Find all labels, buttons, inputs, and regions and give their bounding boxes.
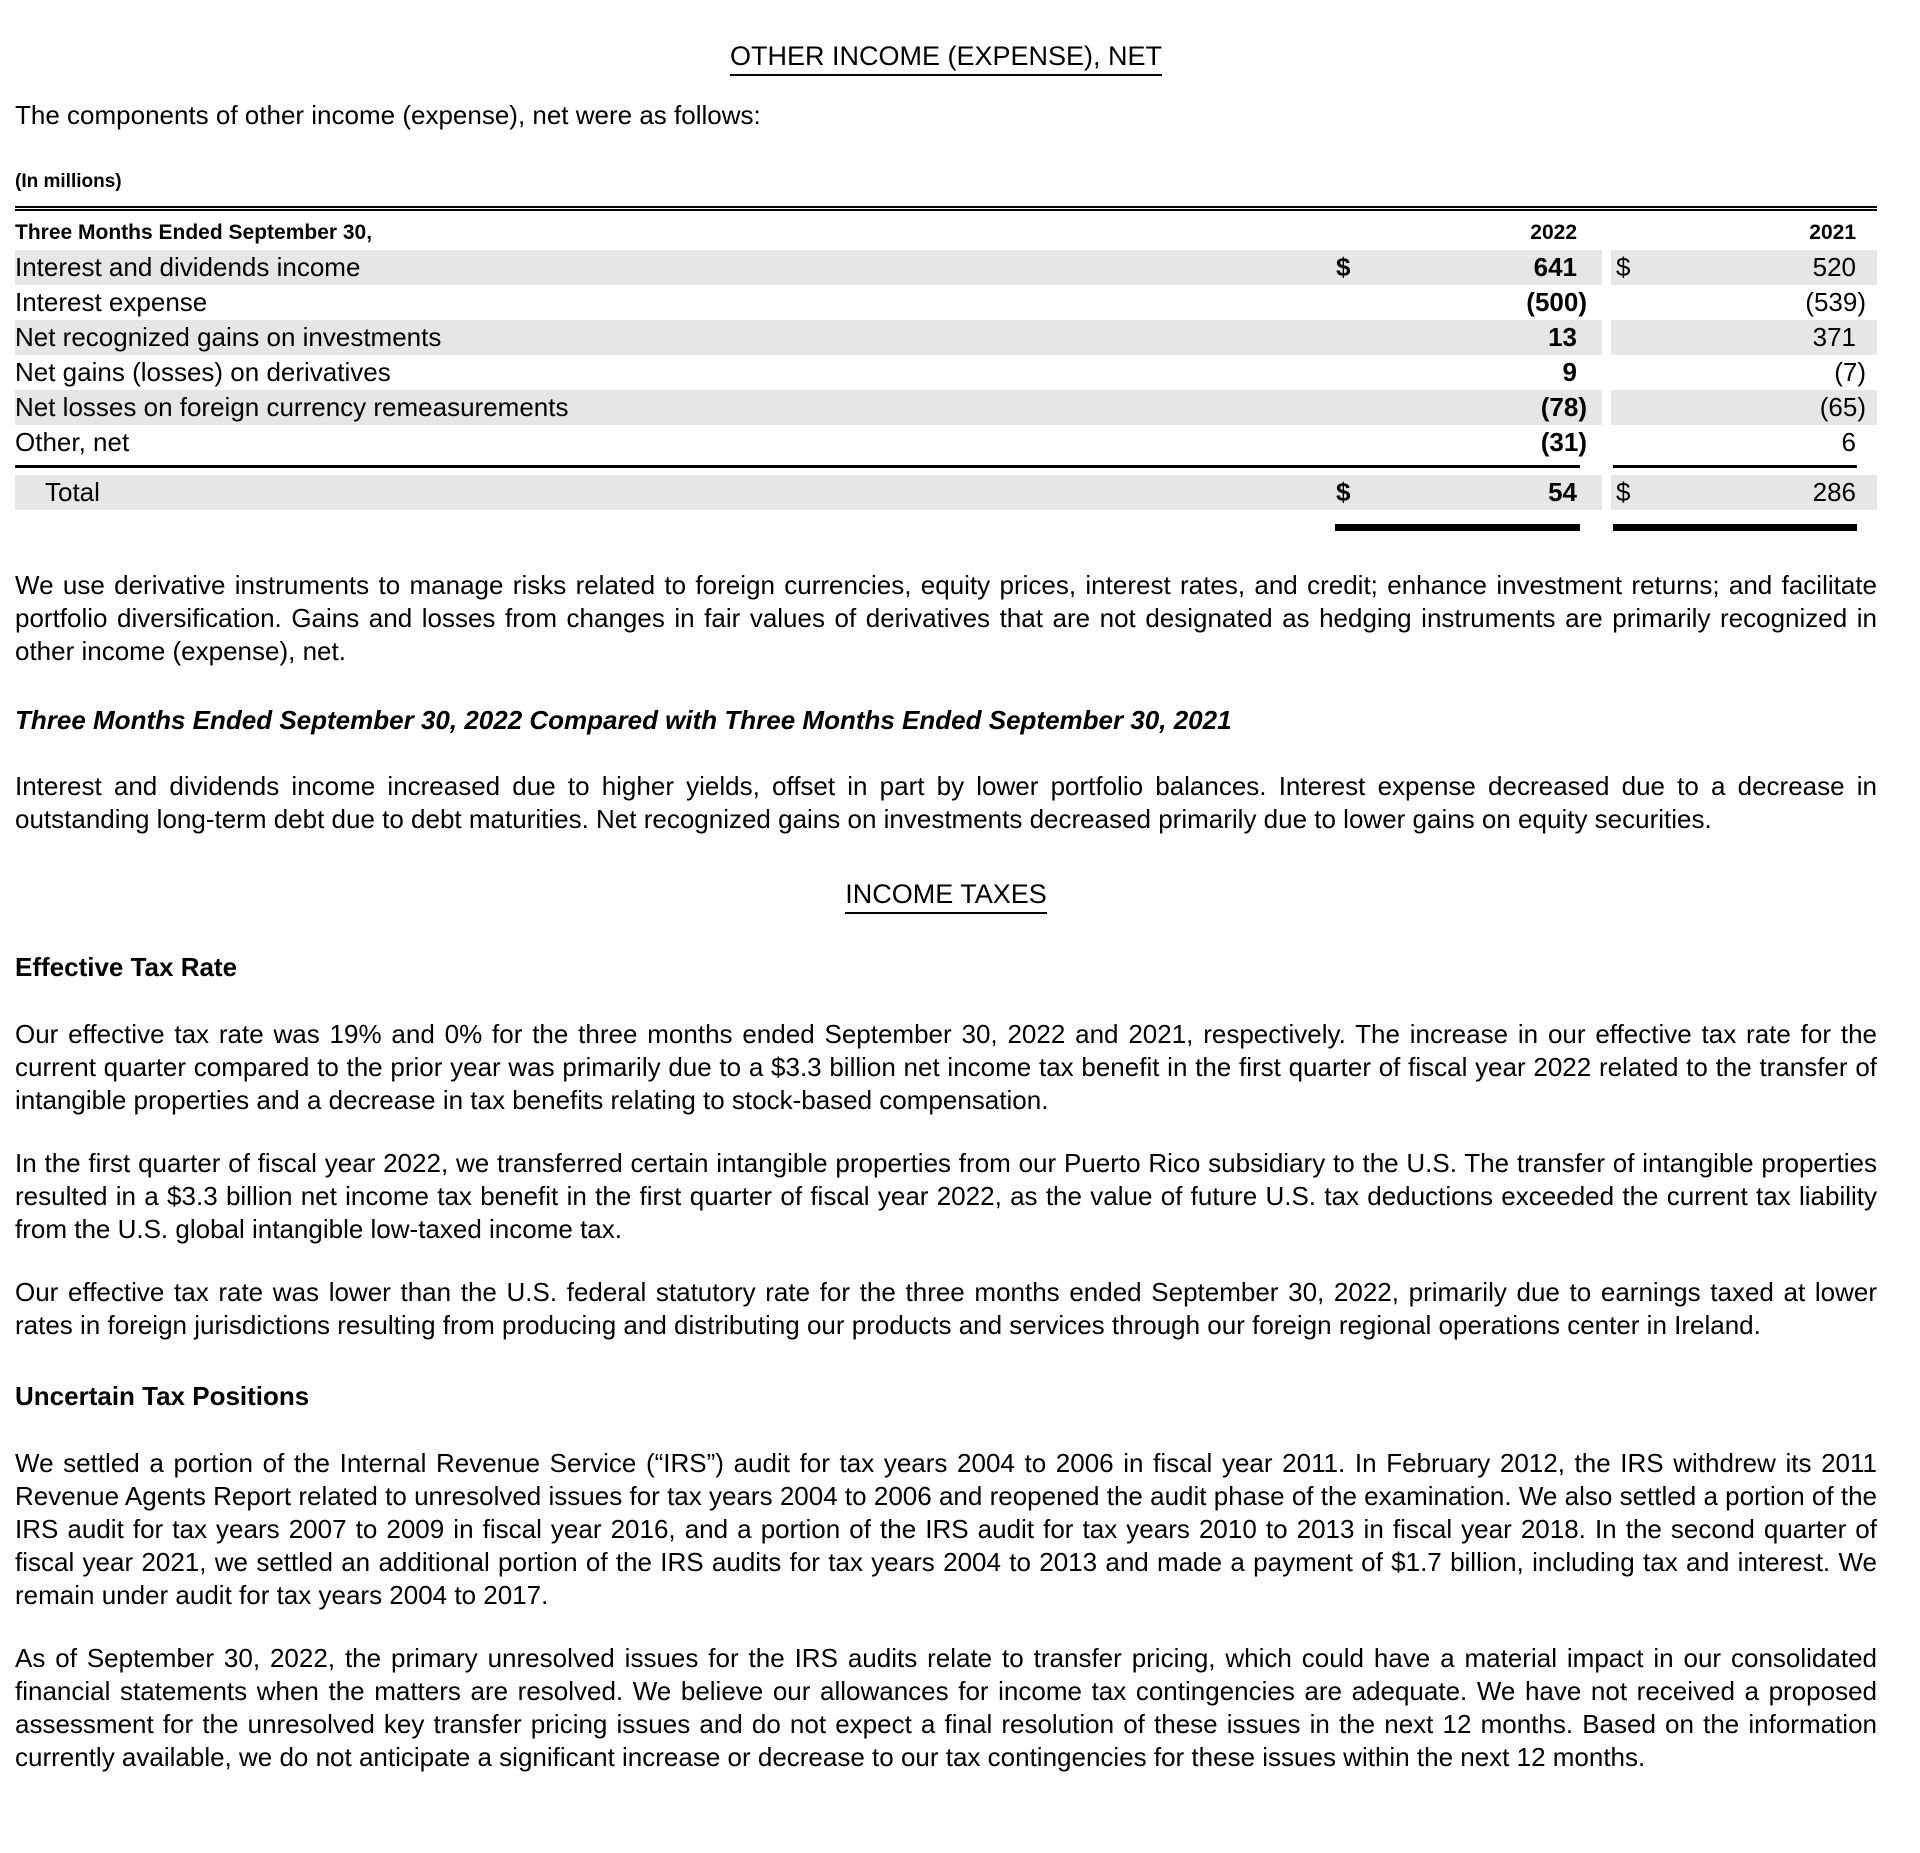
row-dollar-2021	[1611, 390, 1651, 425]
table-row	[15, 320, 1877, 355]
bottom-rule-end-gap	[1857, 524, 1877, 531]
row-value-2022: 13	[1376, 320, 1602, 355]
row-label: Other, net	[15, 427, 130, 457]
row-label: Interest and dividends income	[15, 250, 1336, 285]
row-label: Net gains (losses) on derivatives	[15, 357, 391, 387]
comparison-paragraph: Interest and dividends income increased due to higher yields, offset in part by lower portfolio balances. Interest expense decreased due to a decrease in outstanding long-term debt due to debt maturities. Net recognized gains on investments decreased primarily due to lower gains on equity securities.	[15, 771, 1877, 834]
row-dollar-2021	[1611, 320, 1651, 355]
table-row	[15, 425, 1877, 460]
uncertain-tax-positions-paragraph-1: We settled a portion of the Internal Revenue Service (“IRS”) audit for tax years 2004 to 2006 in fiscal year 2011. In February 2012, the IRS withdrew its 2011 Revenue Agents Report related to unresolved issues for tax years 2004 to 2006 and reopened the audit phase of the examination. We also settled a portion of the IRS audit for tax years 2007 to 2009 in fiscal year 2016, and a portion of the IRS audit for tax years 2010 to 2013 in fiscal year 2018. In the second quarter of fiscal year 2021, we settled an additional portion of the IRS audits for tax years 2004 to 2013 and made a payment of $1.7 billion, including tax and interest. We remain under audit for tax years 2004 to 2017.	[15, 1448, 1877, 1610]
rule-above-total	[15, 465, 1877, 468]
total-label: Total	[45, 477, 100, 507]
intro-paragraph: The components of other income (expense), net were as follows:	[15, 100, 761, 130]
rule-segment-left	[15, 465, 1580, 468]
spacer	[15, 468, 1877, 475]
row-label: Net recognized gains on investments	[15, 320, 1336, 355]
uncertain-tax-positions-heading: Uncertain Tax Positions	[15, 1381, 310, 1411]
table-col-header-2021: 2021	[1809, 221, 1856, 244]
row-value-2022: 641	[1376, 250, 1602, 285]
table-total-row	[15, 475, 1877, 510]
row-value-2022: (31)	[1540, 427, 1587, 457]
section-title-income-taxes	[15, 878, 1877, 911]
derivatives-paragraph: We use derivative instruments to manage risks related to foreign currencies, equity prices, interest rates, and credit; enhance investment returns; and facilitate portfolio diversification. Gains and losses from changes in fair values of derivatives that are not designated as hedging instruments are primarily recognized in other income (expense), net.	[15, 570, 1877, 666]
section-title-other-income	[15, 40, 1877, 73]
table-row	[15, 355, 1877, 390]
row-label: Net losses on foreign currency remeasurements	[15, 390, 1336, 425]
effective-tax-rate-heading: Effective Tax Rate	[15, 952, 238, 982]
row-value-2021: 520	[1651, 250, 1877, 285]
row-dollar-2022: $	[1336, 250, 1376, 285]
rule-segment-right	[1613, 465, 1857, 468]
table-body	[15, 250, 1877, 460]
spacer	[15, 510, 1877, 524]
table-bottom-double-rule	[15, 524, 1877, 531]
rule-fill	[15, 524, 1335, 531]
effective-tax-rate-paragraph-1: Our effective tax rate was 19% and 0% for the three months ended September 30, 2022 and 2021, respectively. The increase in our effective tax rate for the current quarter compared to the prior year was primarily due to a $3.3 billion net income tax benefit in the first quarter of fiscal year 2022 related to the transfer of intangible properties and a decrease in tax benefits relating to stock-based compensation.	[15, 1019, 1877, 1115]
bottom-rule-segment-2022	[1335, 524, 1580, 531]
row-value-2021: (65)	[1651, 390, 1877, 425]
rule-gap	[1580, 465, 1613, 468]
rule-end-gap	[1857, 465, 1877, 468]
row-value-2022: (500)	[1526, 287, 1587, 317]
uncertain-tax-positions-paragraph-2: As of September 30, 2022, the primary unresolved issues for the IRS audits relate to transfer pricing, which could have a material impact in our consolidated financial statements when the matters are resolved. We believe our allowances for income tax contingencies are adequate. We have not received a proposed assessment for the unresolved key transfer pricing issues and do not expect a final resolution of these issues in the next 12 months. Based on the information currently available, we do not anticipate a significant increase or decrease to our tax contingencies for these issues within the next 12 months.	[15, 1643, 1877, 1772]
row-value-2022: (78)	[1376, 390, 1602, 425]
section-title-income-taxes-text: INCOME TAXES	[845, 879, 1047, 914]
row-label: Interest expense	[15, 287, 208, 317]
row-dollar-2021: $	[1611, 250, 1651, 285]
table-col-header-2022: 2022	[1530, 221, 1577, 244]
bottom-rule-segment-2021	[1613, 524, 1857, 531]
row-value-2021: 371	[1651, 320, 1877, 355]
total-value-2022: 54	[1376, 475, 1602, 510]
row-dollar-2022	[1336, 390, 1376, 425]
bottom-rule-gap	[1580, 524, 1613, 531]
row-value-2022: 9	[1562, 357, 1577, 387]
table-units-label: (In millions)	[15, 171, 122, 192]
total-dollar-2022: $	[1336, 475, 1376, 510]
table-period-header: Three Months Ended September 30,	[15, 221, 373, 244]
effective-tax-rate-paragraph-3: Our effective tax rate was lower than the U.S. federal statutory rate for the three months ended September 30, 2022, primarily due to earnings taxed at lower rates in foreign jurisdictions resulting from producing and distributing our products and services through our foreign regional operations center in Ireland.	[15, 1277, 1877, 1340]
table-row	[15, 285, 1877, 320]
row-value-2021: (539)	[1805, 287, 1866, 317]
comparison-heading: Three Months Ended September 30, 2022 Compared with Three Months Ended September 30, 2021	[15, 705, 1232, 735]
table-header-row	[15, 211, 1877, 250]
section-title-other-income-text: OTHER INCOME (EXPENSE), NET	[730, 41, 1162, 76]
table-row	[15, 250, 1877, 285]
total-dollar-2021: $	[1611, 475, 1651, 510]
row-value-2021: 6	[1841, 427, 1856, 457]
row-dollar-2022	[1336, 320, 1376, 355]
table-row	[15, 390, 1877, 425]
row-value-2021: (7)	[1834, 357, 1866, 387]
total-label-cell	[15, 475, 1336, 510]
effective-tax-rate-paragraph-2: In the first quarter of fiscal year 2022, we transferred certain intangible properties from our Puerto Rico subsidiary to the U.S. The transfer of intangible properties resulted in a $3.3 billion net income tax benefit in the first quarter of fiscal year 2022, as the value of future U.S. tax deductions exceeded the current tax liability from the U.S. global intangible low-taxed income tax.	[15, 1148, 1877, 1244]
total-value-2021: 286	[1651, 475, 1877, 510]
